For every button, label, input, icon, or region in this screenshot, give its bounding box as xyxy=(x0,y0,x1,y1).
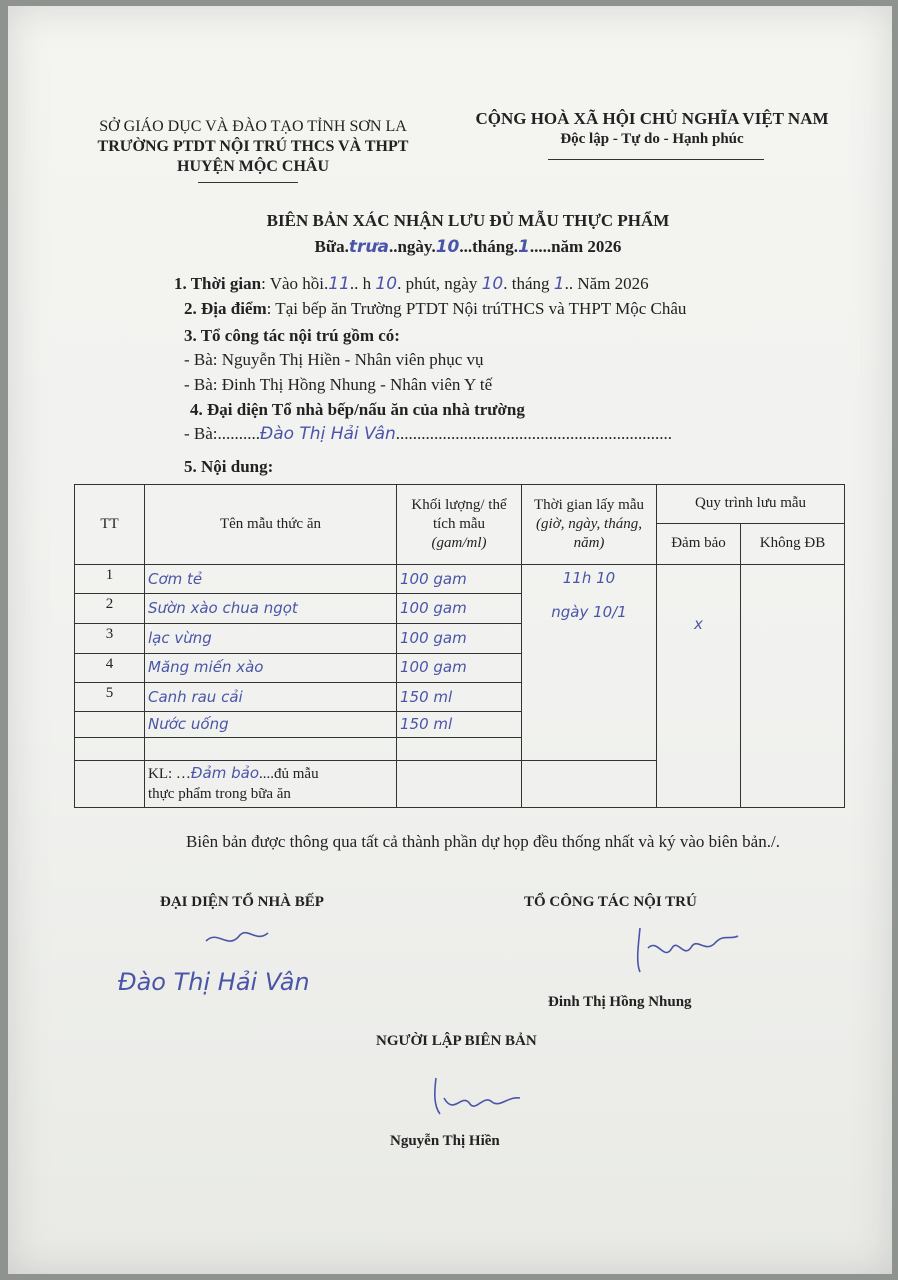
team-signature xyxy=(618,918,748,978)
food-weight: 100 gam xyxy=(400,658,467,677)
table-row: 5 Canh rau cải 150 ml xyxy=(75,683,845,712)
col-header-procedure: Quy trình lưu mẫu xyxy=(657,485,845,524)
table-row: 1 Cơm tẻ 100 gam 11h 10 ngày 10/1 x xyxy=(75,564,845,594)
motto: Độc lập - Tự do - Hạnh phúc xyxy=(560,131,744,147)
header-left xyxy=(80,117,426,177)
header-right xyxy=(466,109,838,149)
section-kitchen-rep: 4. Đại diện Tổ nhà bếp/nấu ăn của nhà trường xyxy=(190,400,525,419)
col-header-time: Thời gian lấy mẫu (giờ, ngày, tháng, năm) xyxy=(522,485,657,565)
col-header-tt: TT xyxy=(75,485,145,565)
kitchen-rep-name: Đào Thị Hải Vân xyxy=(260,424,396,444)
food-weight: 100 gam xyxy=(400,628,467,647)
header-right-underline xyxy=(548,159,764,160)
meal-value: trưa xyxy=(348,237,389,257)
header-left-underline xyxy=(198,182,298,183)
recorder-name: Nguyễn Thị Hiền xyxy=(390,1133,500,1149)
kitchen-rep-handwritten-name: Đào Thị Hải Vân xyxy=(118,968,310,996)
sample-table xyxy=(74,484,845,808)
time-day: 10 xyxy=(481,274,504,294)
col-header-ensured: Đảm bảo xyxy=(657,523,741,564)
ensured-cell xyxy=(657,564,741,807)
food-name: Sườn xào chua ngọt xyxy=(148,599,298,618)
col-header-weight: Khối lượng/ thể tích mẫu (gam/ml) xyxy=(397,485,522,565)
document-title: BIÊN BẢN XÁC NHẬN LƯU ĐỦ MẪU THỰC PHẨM xyxy=(266,211,670,230)
food-name: Canh rau cải xyxy=(148,687,243,706)
food-name: Cơm tẻ xyxy=(148,569,203,588)
team-signer-name: Đinh Thị Hồng Nhung xyxy=(548,994,692,1010)
kitchen-rep-title: ĐẠI DIỆN TỔ NHÀ BẾP xyxy=(160,894,324,910)
section-location: 2. Địa điểm: Tại bếp ăn Trường PTDT Nội trúTHCS và THPT Mộc Châu xyxy=(184,299,687,318)
school-name-line2: HUYỆN MỘC CHÂU xyxy=(177,158,329,175)
kitchen-signature-mark xyxy=(198,921,278,951)
food-weight: 150 ml xyxy=(400,715,453,734)
time-hour: 11 xyxy=(328,274,350,294)
document-page xyxy=(8,6,892,1274)
school-name-line1: TRƯỜNG PTDT NỘI TRÚ THCS VÀ THPT xyxy=(97,138,409,155)
food-name: Măng miến xào xyxy=(148,658,264,677)
food-weight: 100 gam xyxy=(400,569,467,588)
food-name: lạc vừng xyxy=(148,628,212,647)
sample-time-cell: 11h 10 ngày 10/1 xyxy=(522,564,657,760)
conclusion-cell: KL: …Đảm bảo....đủ mẫu thực phẩm trong bữa ăn xyxy=(145,760,397,807)
time-minute: 10 xyxy=(375,274,398,294)
food-weight: 150 ml xyxy=(400,687,453,706)
table-row: 4 Măng miến xào 100 gam xyxy=(75,653,845,683)
col-header-name: Tên mẫu thức ăn xyxy=(145,485,397,565)
team-member-2: - Bà: Đinh Thị Hồng Nhung - Nhân viên Y tế xyxy=(184,375,493,394)
republic-name: CỘNG HOÀ XÃ HỘI CHỦ NGHĨA VIỆT NAM xyxy=(475,109,829,128)
table-row: 2 Sườn xào chua ngọt 100 gam xyxy=(75,594,845,624)
section-time: 1. Thời gian: Vào hồi.11.. h 10. phút, ngày 10. tháng 1.. Năm 2026 xyxy=(174,274,649,294)
recorder-title: NGƯỜI LẬP BIÊN BẢN xyxy=(376,1033,537,1049)
day-value: 10 xyxy=(435,237,460,257)
month-value: 1 xyxy=(517,237,530,257)
not-ensured-cell xyxy=(741,564,845,807)
col-header-not-ensured: Không ĐB xyxy=(741,523,845,564)
food-name: Nước uống xyxy=(148,715,229,734)
team-member-1: - Bà: Nguyễn Thị Hiền - Nhân viên phục vụ xyxy=(184,350,484,369)
boarding-team-title: TỔ CÔNG TÁC NỘI TRÚ xyxy=(524,894,697,910)
section-team: 3. Tổ công tác nội trú gồm có: xyxy=(184,326,400,345)
section-content: 5. Nội dung: xyxy=(184,457,274,476)
food-weight: 100 gam xyxy=(400,599,467,618)
time-month: 1 xyxy=(553,274,565,294)
recorder-signature xyxy=(426,1072,536,1122)
kitchen-rep-line: - Bà:..........Đào Thị Hải Vân................................................................. xyxy=(184,424,673,444)
closing-statement: Biên bản được thông qua tất cả thành phần dự họp đều thống nhất và ký vào biên bản./. xyxy=(186,832,780,851)
meal-date-line: Bữa.trưa..ngày.10...tháng.1.....năm 2026 xyxy=(314,237,622,257)
department-name: SỞ GIÁO DỤC VÀ ĐÀO TẠO TỈNH SƠN LA xyxy=(99,118,407,135)
table-row: 3 lạc vừng 100 gam xyxy=(75,623,845,653)
ensured-mark: x xyxy=(694,614,703,633)
